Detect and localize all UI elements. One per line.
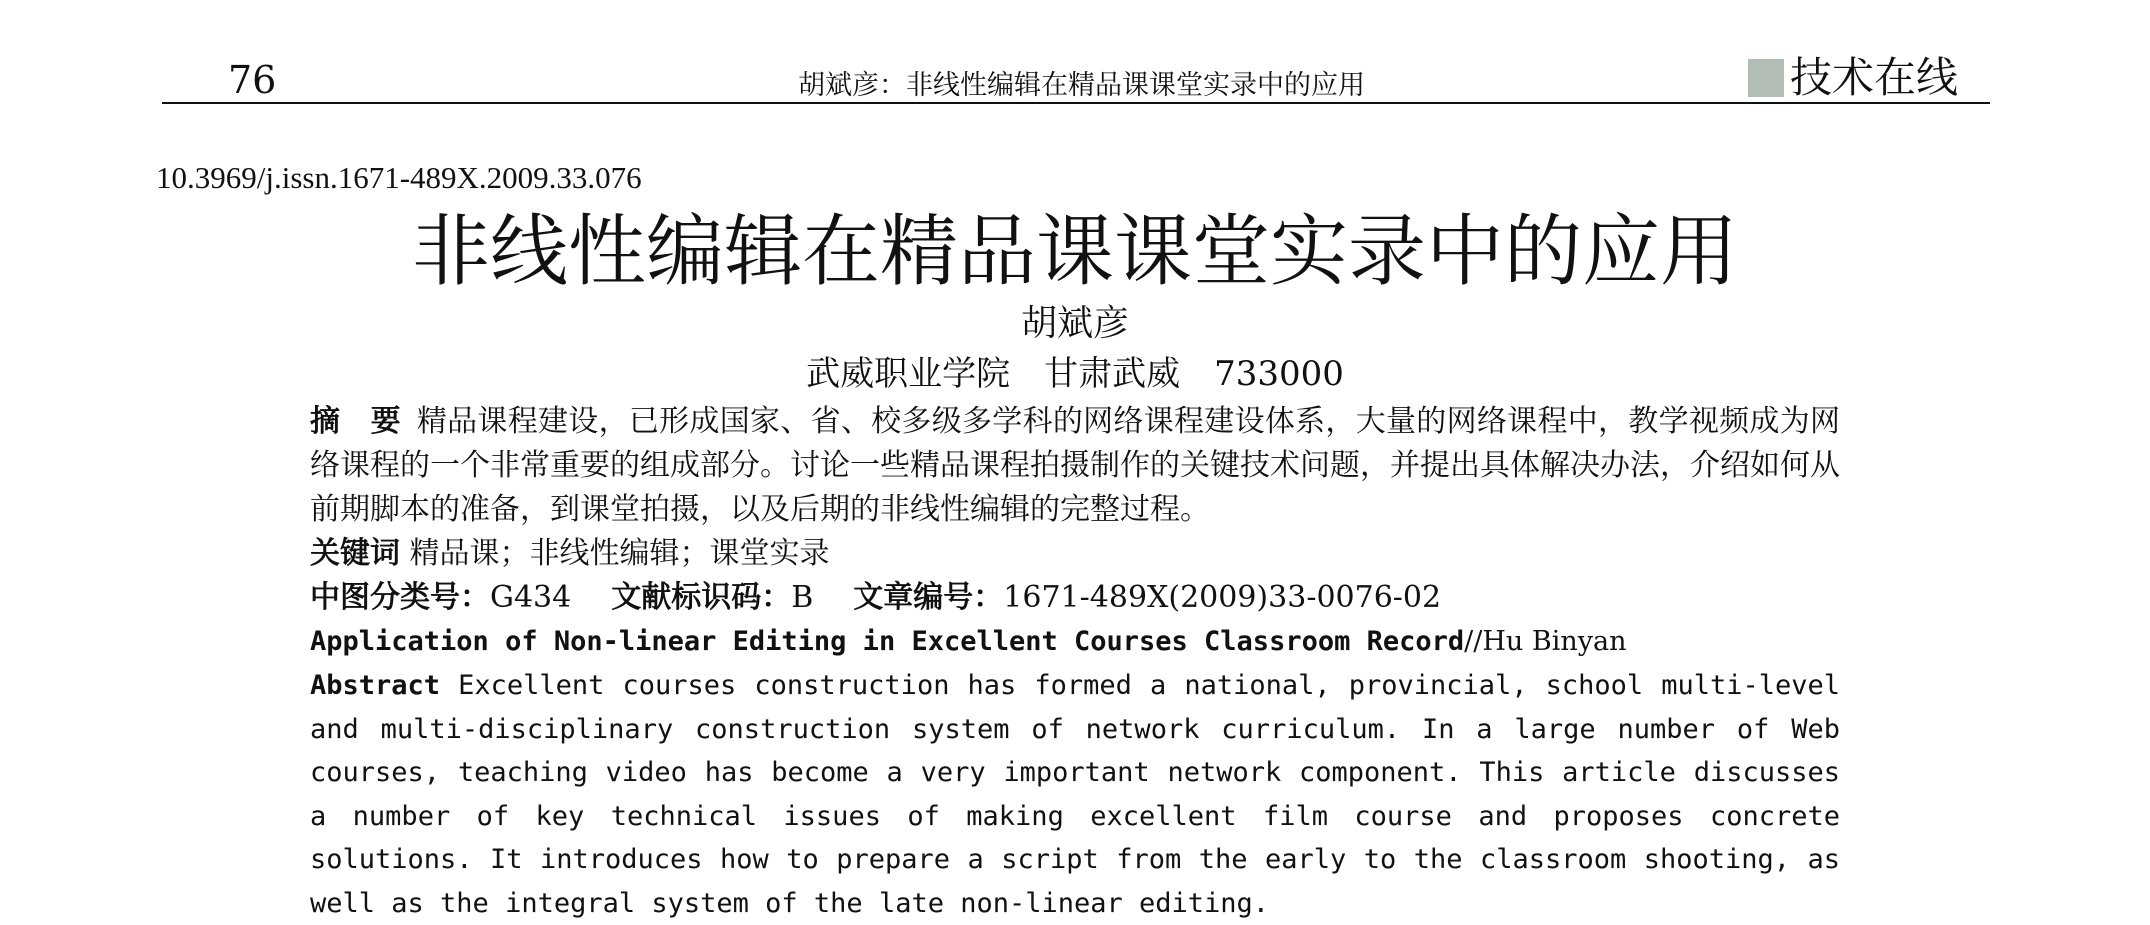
- clc-value: G434: [490, 580, 572, 615]
- affiliation: 武威职业学院 甘肃武威 733000: [806, 354, 1344, 394]
- abstract-en-text: Excellent courses construction has formed a national, provincial, school multi-level and multi-disciplinary construction system of network curriculum. In a large number of Web courses, teaching video has become a very important network component. This article discusses a number of key technical issues of making excellent film course and proposes concrete solutions. It introduces how to prepare a script from the early to the classroom shooting, as well as the integral system of the late non-linear editing.: [310, 670, 1841, 919]
- author: 胡斌彦: [1020, 303, 1129, 344]
- abstract-cn-label: 摘 要: [310, 404, 401, 439]
- abstract-cn-text: 精品课程建设，已形成国家、省、校多级多学科的网络课程建设体系，大量的网络课程中，教学视频成为网络课程的一个非常重要的组成部分。讨论一些精品课程拍摄制作的关键技术问题，并提出具体解决办法，介绍如何从前期脚本的准备，到课堂拍摄，以及后期的非线性编辑的完整过程。: [310, 404, 1841, 527]
- clc-label: 中图分类号：: [310, 580, 490, 615]
- section-mark-square: [1748, 59, 1784, 97]
- running-title: 胡斌彦：非线性编辑在精品课课堂实录中的应用: [798, 70, 1365, 101]
- keywords-cn-label: 关键词: [310, 536, 400, 571]
- classification-line: [310, 576, 1840, 620]
- keywords-cn-text: 精品课；非线性编辑；课堂实录: [409, 536, 830, 571]
- keywords-cn: [310, 532, 1840, 576]
- abstract-en: [310, 664, 1840, 925]
- page-number: 76: [228, 58, 277, 102]
- doc-code-value: B: [791, 580, 814, 615]
- article-no-label: 文章编号：: [853, 580, 1004, 615]
- header-rule: [162, 102, 1990, 104]
- english-title: Application of Non-linear Editing in Excellent Courses Classroom Record: [310, 626, 1465, 657]
- article-no-value: 1671-489X(2009)33-0076-02: [1003, 580, 1442, 615]
- doc-code-label: 文献标识码：: [611, 580, 792, 615]
- english-author: //Hu Binyan: [1464, 626, 1627, 657]
- abstract-cn: [310, 400, 1840, 532]
- english-title-line: [310, 622, 1840, 662]
- doi: 10.3969/j.issn.1671-489X.2009.33.076: [156, 160, 642, 195]
- article-title: 非线性编辑在精品课课堂实录中的应用: [411, 207, 1738, 297]
- section-name: 技术在线: [1790, 53, 1959, 102]
- abstract-en-label: Abstract: [310, 670, 441, 701]
